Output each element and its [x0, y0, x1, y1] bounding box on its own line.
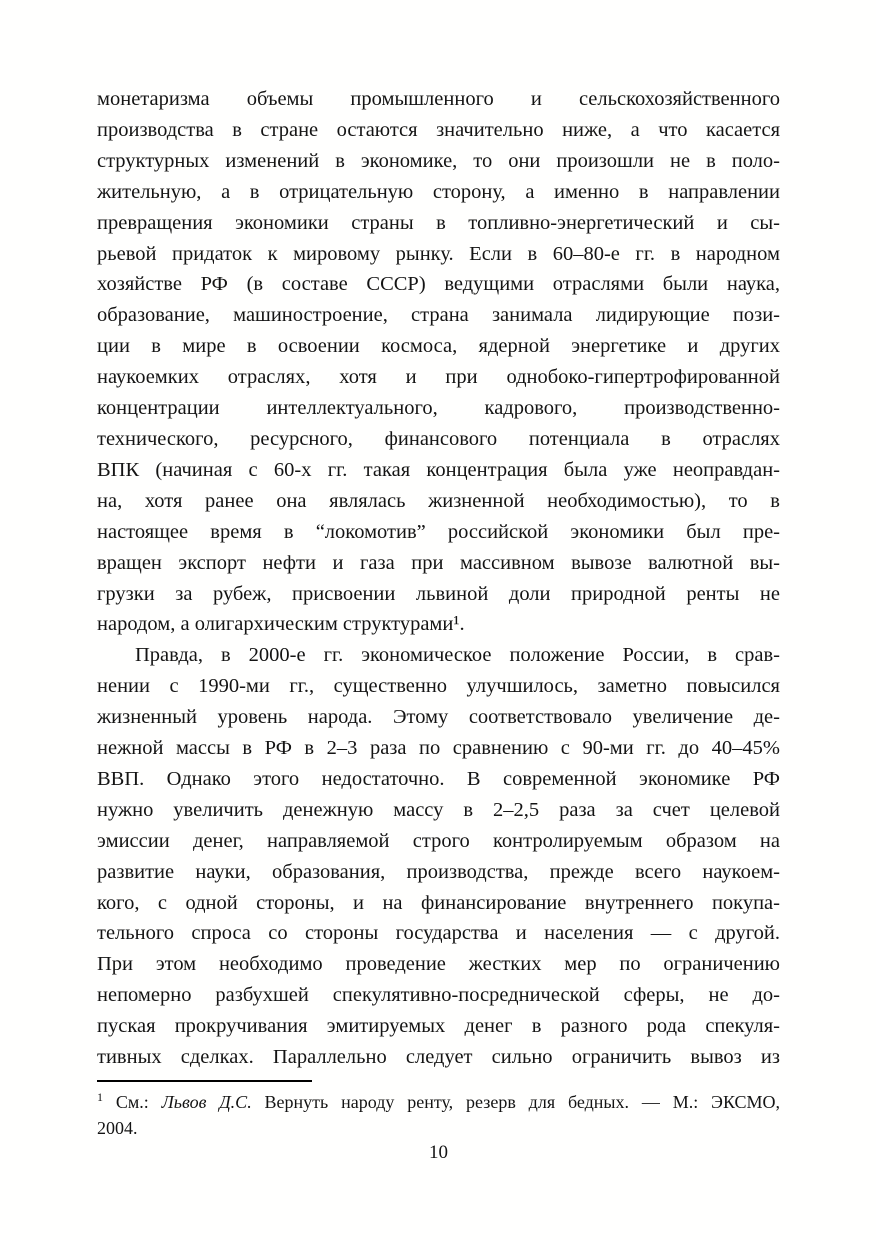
- footnote-area: [97, 1080, 780, 1141]
- text-line: наукоемких отраслях, хотя и при однобоко-гипертрофированной: [97, 366, 780, 389]
- text-line: ВПК (начиная с 60-х гг. такая концентрация была уже неоправдан-: [97, 458, 780, 481]
- text-line: настоящее время в “локомотив” российской экономики был пре-: [97, 520, 780, 543]
- text-line: производства в стране остаются значительно ниже, а что касается: [97, 118, 780, 141]
- text-line: народом, а олигархическим структурами¹.: [97, 613, 465, 636]
- text-line: пуская прокручивания эмитируемых денег в разного рода спекуля-: [97, 1015, 780, 1038]
- text-line: При этом необходимо проведение жестких мер по ограничению: [97, 953, 780, 976]
- footnote-marker: 1: [97, 1090, 103, 1104]
- text-line: ции в мире в освоении космоса, ядерной энергетике и других: [97, 335, 780, 358]
- text-line: образование, машиностроение, страна занимала лидирующие пози-: [97, 304, 780, 327]
- text-line: развитие науки, образования, производства, прежде всего наукоем-: [97, 860, 780, 883]
- text-line: нении с 1990-ми гг., существенно улучшилось, заметно повысился: [97, 675, 780, 698]
- footnote-line: 2004.: [97, 1118, 138, 1138]
- text-line: жизненный уровень народа. Этому соответствовало увеличение де-: [97, 706, 780, 729]
- footnote-separator: [97, 1080, 312, 1082]
- footnote-text: Вернуть народу ренту, резерв для бедных. — М.: ЭКСМО,: [251, 1092, 781, 1112]
- paragraph: [97, 84, 780, 640]
- page-number: 10: [429, 1142, 448, 1163]
- text-line: ВВП. Однако этого недостаточно. В современной экономике РФ: [97, 767, 780, 790]
- text-line: кого, с одной стороны, и на финансирование внутреннего покупа-: [97, 891, 780, 914]
- footnote: [97, 1089, 780, 1141]
- text-line: тельного спроса со стороны государства и населения — с другой.: [97, 922, 780, 945]
- text-line: вращен экспорт нефти и газа при массивном вывозе валютной вы-: [97, 551, 780, 574]
- text-line: монетаризма объемы промышленного и сельскохозяйственного: [97, 88, 780, 110]
- paragraph: [97, 640, 780, 1073]
- text-line: на, хотя ранее она являлась жизненной необходимостью), то в: [97, 489, 780, 512]
- text-line: тивных сделках. Параллельно следует сильно ограничить вывоз из: [97, 1046, 780, 1069]
- text-line: структурных изменений в экономике, то они произошли не в поло-: [97, 149, 780, 172]
- footnote-line: [97, 1089, 780, 1115]
- text-line: превращения экономики страны в топливно-энергетический и сы-: [97, 211, 780, 234]
- footnote-see-label: См.:: [103, 1092, 162, 1112]
- text-line: хозяйстве РФ (в составе СССР) ведущими отраслями были наука,: [97, 273, 780, 296]
- text-line: Правда, в 2000-е гг. экономическое положение России, в срав-: [135, 644, 780, 667]
- text-line: грузки за рубеж, присвоении львиной доли природной ренты не: [97, 582, 780, 605]
- text-line: жительную, а в отрицательную сторону, а именно в направлении: [97, 180, 780, 203]
- body-text: [97, 84, 780, 1073]
- footnote-author: Львов Д.С.: [161, 1092, 252, 1112]
- text-line: технического, ресурсного, финансового потенциала в отраслях: [97, 427, 780, 450]
- text-line: нужно увеличить денежную массу в 2–2,5 раза за счет целевой: [97, 798, 780, 821]
- text-line: эмиссии денег, направляемой строго контролируемым образом на: [97, 829, 780, 852]
- text-line: рьевой придаток к мировому рынку. Если в 60–80-е гг. в народном: [97, 242, 780, 265]
- text-line: концентрации интеллектуального, кадрового, производственно-: [97, 397, 780, 420]
- text-line: непомерно разбухшей спекулятивно-посреднической сферы, не до-: [97, 984, 780, 1007]
- text-line: нежной массы в РФ в 2–3 раза по сравнению с 90-ми гг. до 40–45%: [97, 737, 780, 760]
